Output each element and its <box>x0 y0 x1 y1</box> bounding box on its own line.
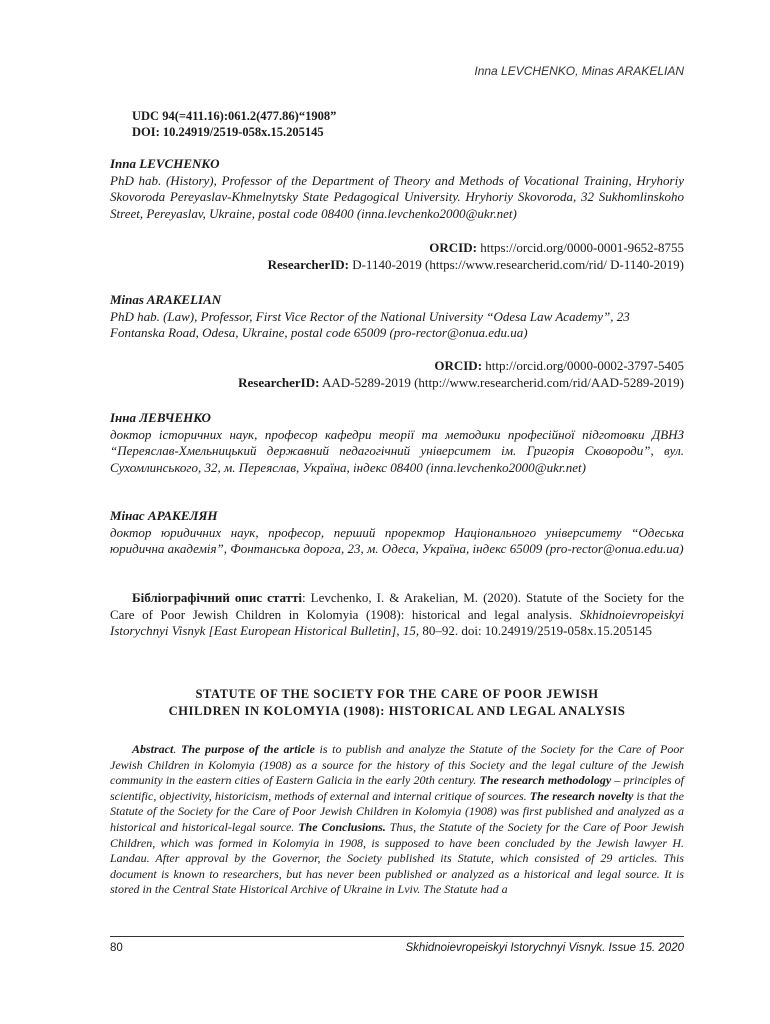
citation-label: Бібліографічний опис статті <box>132 590 302 605</box>
page-footer <box>110 936 684 954</box>
doi: DOI: 10.24919/2519-058x.15.205145 <box>132 125 324 139</box>
author2-researcherid[interactable]: AAD-5289-2019 (http://www.researcherid.com/rid/AAD-5289-2019) <box>322 374 684 390</box>
orcid-label: ORCID: <box>434 358 483 373</box>
author2-block <box>110 292 684 342</box>
footer-journal: Skhidnoievropeiskyi Istorychnyi Visnyk. Issue 15. 2020 <box>405 942 684 954</box>
author2-ua-block <box>110 508 684 558</box>
author2-ids <box>110 358 684 391</box>
author1-affiliation: PhD hab. (History), Professor of the Department of Theory and Methods of Vocational Training, Hryhoriy Skovoroda Pereyaslav-Khmelnytsky State Pedagogical University. Hryhoriy Skovoroda, 32 Sukhomlinskoho Street, Pereyaslav, Ukraine, postal code 08400 (inna.levchenko2000@ukr.net) <box>110 172 684 221</box>
title-line-1: STATUTE OF THE SOCIETY FOR THE CARE OF POOR JEWISH <box>195 687 599 701</box>
udc: UDC 94(=411.16):061.2(477.86)“1908” <box>132 109 337 123</box>
purpose-label: The purpose of the article <box>180 742 315 756</box>
conclusions-text: Thus, the Statute of the Society for the Care of Poor Jewish Children, which was formed in Kolomyia in 1908, is supposed to have been concluded by the Jewish lawyer H. Landau. After approval by the Governor, the Society published its Statute, which consisted of 29 articles. This document is known to researchers, but has never been published or analyzed as a historical and legal source. It is stored in the Central State Historical Archive of Ukraine in Lviv. The Statute had a <box>110 819 684 897</box>
citation-journal: Skhidnoievropeiskyi Istorychnyi Visnyk [East European Historical Bulletin], 15, <box>110 606 684 638</box>
author1-orcid[interactable]: https://orcid.org/0000-0001-9652-8755 <box>480 240 684 255</box>
identifiers <box>132 108 336 140</box>
purpose-text: is to publish and analyze the Statute of the Society for the Care of Poor Jewish Children in Kolomyia (1908) as a source for the history of this Society and the legal culture of the Jewish community in the eastern cities of Eastern Galicia in the early 20th century. <box>110 742 684 788</box>
author1-ua-name: Інна ЛЕВЧЕНКО <box>110 410 211 425</box>
abstract-label: Abstract <box>132 742 174 756</box>
researcherid-label: ResearcherID: <box>238 374 320 390</box>
title-line-2: CHILDREN IN KOLOMYIA (1908): HISTORICAL AND LEGAL ANALYSIS <box>168 704 626 718</box>
author2-orcid[interactable]: http://orcid.org/0000-0002-3797-5405 <box>485 358 684 373</box>
author2-affiliation: PhD hab. (Law), Professor, First Vice Rector of the National University “Odesa Law Academy”, 23 Fontanska Road, Odesa, Ukraine, postal code 65009 (pro-rector@onua.edu.ua) <box>110 308 630 340</box>
abstract: Abstract. The purpose of the article is to publish and analyze the Statute of the Society for the Care of Poor Jewish Children in Kolomyia (1908) as a source for the history of this Society and the legal culture of the Jewish community in the eastern cities of Eastern Galicia in the early 20th century. The research methodology – principles of scientific, objectivity, historicism, methods of external and internal critique of sources. The research novelty is that the Statute of the Society for the Care of Poor Jewish Children in Kolomyia (1908) was first published and analyzed as a historical and historical-legal source. The Conclusions. Thus, the Statute of the Society for the Care of Poor Jewish Children, which was formed in Kolomyia in 1908, is supposed to have been concluded by the Jewish lawyer H. Landau. After approval by the Governor, the Society published its Statute, which consisted of 29 articles. This document is known to researchers, but has never been published or analyzed as a historical and legal source. It is stored in the Central State Historical Archive of Ukraine in Lviv. The Statute had a <box>110 742 684 897</box>
author1-ids <box>110 240 684 273</box>
author1-block <box>110 156 684 222</box>
orcid-label: ORCID: <box>429 240 477 255</box>
citation-text-a: : Levchenko, I. & Arakelian, M. (2020). Statute of the Society for the Care of Poor Jewish Children in Kolomyia (1908): historical and legal analysis. <box>110 590 684 622</box>
page-number: 80 <box>110 942 123 954</box>
author1-ua-affiliation: доктор історичних наук, професор кафедри теорії та методики професійної підготовки ДВНЗ “Переяслав-Хмельницький державний педагогічний університет ім. Григорія Сковороди”, вул. Сухомлинського, 32, м. Переяслав, Україна, індекс 08400 (inna.levchenko2000@ukr.net) <box>110 426 684 475</box>
novelty-label: The research novelty <box>529 788 634 803</box>
author1-name: Inna LEVCHENKO <box>110 156 220 171</box>
citation <box>110 590 684 640</box>
running-head: Inna LEVCHENKO, Minas ARAKELIAN <box>474 64 684 78</box>
author2-name: Minas ARAKELIAN <box>110 292 222 307</box>
conclusions-label: The Conclusions. <box>298 819 386 834</box>
novelty-text: is that the Statute of the Society for the Care of Poor Jewish Children in Kolomyia (1908) was first published and analyzed as a historical and historical-legal source. <box>110 788 684 834</box>
article-title <box>110 686 684 720</box>
method-text: – principles of scientific, objectivity, historicism, methods of external and internal critique of sources. <box>110 773 684 803</box>
method-label: The research methodology <box>479 773 612 788</box>
author1-researcherid[interactable]: D-1140-2019 (https://www.researcherid.com/rid/ D-1140-2019) <box>352 256 684 272</box>
researcherid-label: ResearcherID: <box>267 256 349 272</box>
author2-ua-affiliation: доктор юридичних наук, професор, перший проректор Національного університету “Одеська юридична академія”, Фонтанська дорога, 23, м. Одеса, Україна, індекс 65009 (pro-rector@onua.edu.ua) <box>110 524 684 556</box>
page <box>110 0 684 1024</box>
author2-ua-name: Мінас АРАКЕЛЯН <box>110 508 218 523</box>
citation-text-b: 80–92. doi: 10.24919/2519-058x.15.205145 <box>419 623 652 638</box>
author1-ua-block <box>110 410 684 476</box>
